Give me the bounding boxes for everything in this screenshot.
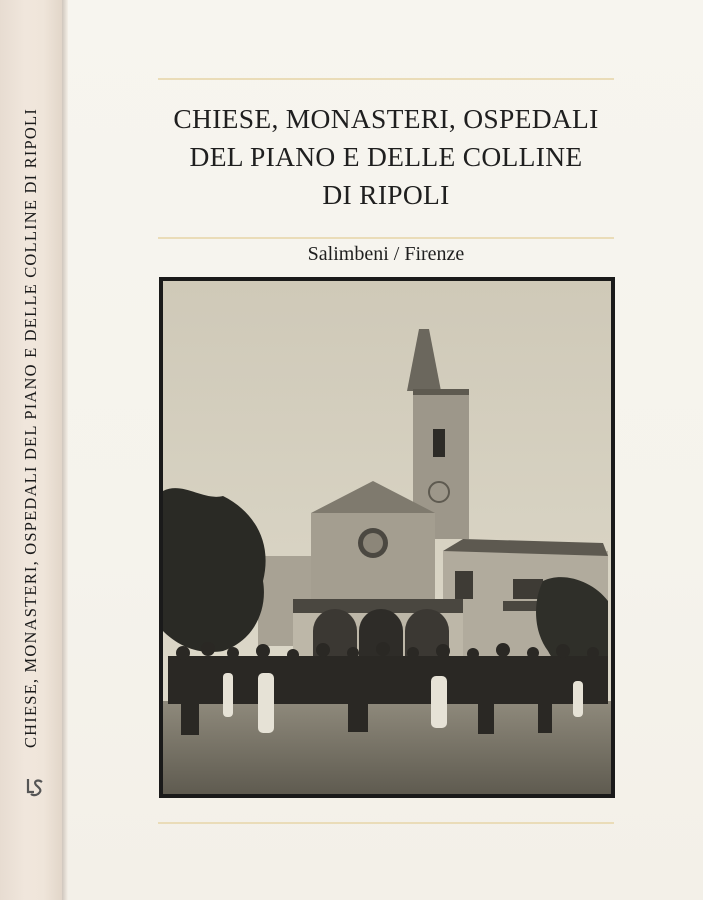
bottom-rule (158, 822, 614, 824)
publisher-imprint: Salimbeni / Firenze (307, 243, 465, 265)
cover-title-line-1: CHIESE, MONASTERI, OSPEDALI (173, 103, 599, 134)
cover-title (158, 100, 614, 214)
cover-photo-frame (159, 277, 615, 798)
publisher-logo-icon (24, 776, 46, 798)
middle-rule (158, 237, 614, 239)
cover-title-line-2: DEL PIANO E DELLE COLLINE (189, 141, 583, 172)
top-rule (158, 78, 614, 80)
church-photo (163, 281, 611, 794)
church-photo-illustration (163, 281, 611, 794)
spine-title: CHIESE, MONASTERI, OSPEDALI DEL PIANO E DELLE COLLINE DI RIPOLI (21, 107, 40, 749)
book-spine (0, 0, 62, 900)
cover-title-line-3: DI RIPOLI (322, 179, 450, 210)
